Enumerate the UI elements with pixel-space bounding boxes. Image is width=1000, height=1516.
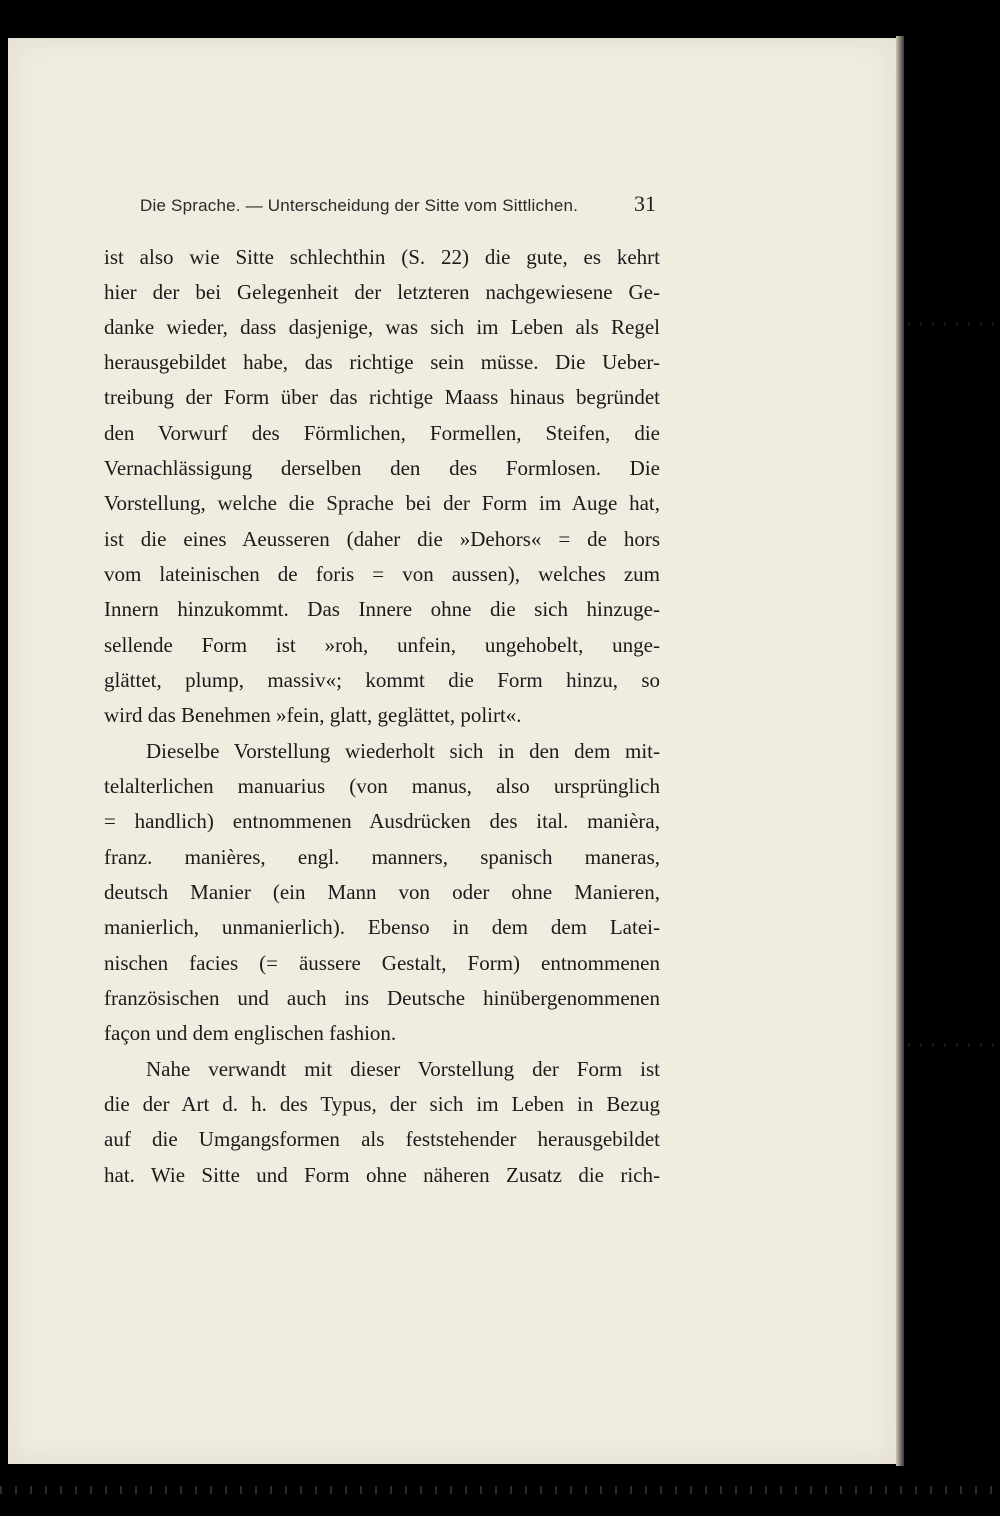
running-head: Die Sprache. — Unterscheidung der Sitte vom Sittlichen. <box>140 196 579 215</box>
text-line: Vorstellung, welche die Sprache bei der Form im Auge hat, <box>104 491 660 515</box>
text-line: façon und dem englischen fashion. <box>104 1021 397 1045</box>
text-line: ist also wie Sitte schlechthin (S. 22) die gute, es kehrt <box>104 245 660 269</box>
text-line: treibung der Form über das richtige Maass hinaus begründet <box>104 385 660 409</box>
text-line: franz. manières, engl. manners, spanisch maneras, <box>104 845 660 869</box>
page-number: 31 <box>634 191 656 216</box>
text-line: sellende Form ist »roh, unfein, ungehobelt, unge- <box>104 633 660 657</box>
text-line: manierlich, unmanierlich). Ebenso in dem dem Latei- <box>104 915 660 939</box>
text-line: glättet, plump, massiv«; kommt die Form hinzu, so <box>104 668 660 692</box>
text-line: vom lateinischen de foris = von aussen), welches zum <box>104 562 660 586</box>
text-line: hat. Wie Sitte und Form ohne näheren Zusatz die rich- <box>104 1163 660 1187</box>
text-line: danke wieder, dass dasjenige, was sich im Leben als Regel <box>104 315 660 339</box>
paragraph-first-line: Dieselbe Vorstellung wiederholt sich in den dem mit- <box>146 739 660 763</box>
page-edge <box>896 36 904 1466</box>
scan-edge-marks <box>0 1486 1000 1494</box>
text-line: Vernachlässigung derselben den des Formlosen. Die <box>104 456 660 480</box>
text-line: herausgebildet habe, das richtige sein müsse. Die Ueber- <box>104 350 660 374</box>
text-line: den Vorwurf des Förmlichen, Formellen, Steifen, die <box>104 421 660 445</box>
text-line: französischen und auch ins Deutsche hinübergenommenen <box>104 986 660 1010</box>
scan-edge-marks <box>908 1043 1000 1047</box>
text-line: ist die eines Aeusseren (daher die »Dehors« = de hors <box>104 527 660 551</box>
text-line: telalterlichen manuarius (von manus, also ursprünglich <box>104 774 660 798</box>
text-line: Innern hinzukommt. Das Innere ohne die sich hinzuge- <box>104 597 660 621</box>
text-line: hier der bei Gelegenheit der letzteren nachgewiesene Ge- <box>104 280 660 304</box>
text-line: die der Art d. h. des Typus, der sich im Leben in Bezug <box>104 1092 660 1116</box>
text-line: wird das Benehmen »fein, glatt, geglättet, polirt«. <box>104 703 522 727</box>
text-line: nischen facies (= äussere Gestalt, Form) entnommenen <box>104 951 660 975</box>
paragraph-first-line: Nahe verwandt mit dieser Vorstellung der Form ist <box>146 1057 660 1081</box>
text-line: deutsch Manier (ein Mann von oder ohne Manieren, <box>104 880 660 904</box>
text-line: = handlich) entnommenen Ausdrücken des ital. manièra, <box>104 809 660 833</box>
scan-edge-marks <box>908 322 1000 326</box>
text-line: auf die Umgangsformen als feststehender herausgebildet <box>104 1127 660 1151</box>
